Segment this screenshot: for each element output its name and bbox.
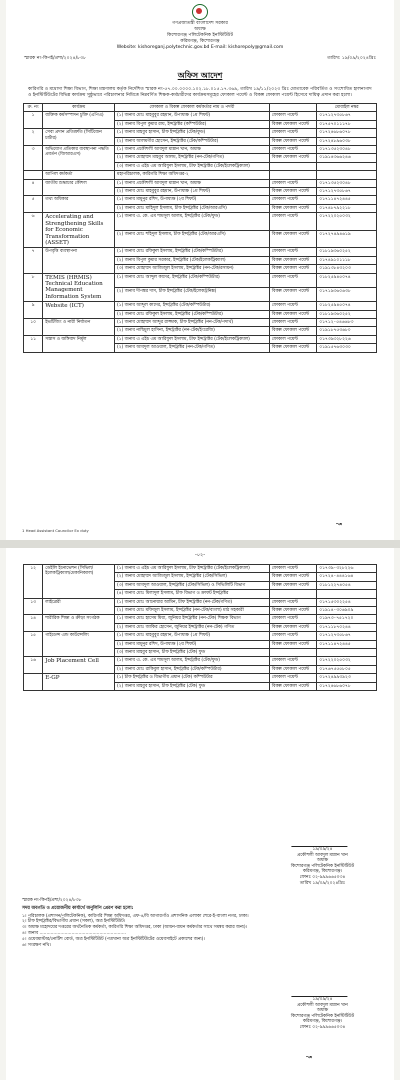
row-mobile: ০১৯১৩৮৪৩২০৩	[317, 265, 377, 273]
table-row	[24, 146, 377, 154]
row-officer: (২) জনাব মোঃ মাহবুবুর রহমান, উপাধ্যক্ষ (১ম শিফট)	[115, 188, 270, 196]
row-mobile: ০১৭২৪৮৯৬০৩৮	[317, 137, 377, 145]
table-row	[24, 318, 377, 326]
table-row	[24, 598, 377, 606]
row-activity: E-GP	[43, 674, 115, 691]
row-serial: ৯	[24, 302, 43, 319]
signature-designation: অধ্যক্ষ	[316, 858, 328, 864]
row-activity: জাতীয় শুদ্ধাচার কৌশল	[43, 179, 115, 196]
row-activity: অভিযোগ প্রতিকার ব্যবস্থাপনা পদ্ধতি প্রবর্তন (জিআরএস)	[43, 146, 115, 171]
row-role: বিকল্প ফোকাল পয়েন্ট	[269, 120, 317, 128]
row-officer: (২) জনাব মোঃ মফিজুল ইসলাম, ইন্সট্রাক্টর (নন-টেক/বাংলা) মাঠ সহকারী	[115, 607, 270, 615]
row-role: ফোকাল পয়েন্ট	[269, 273, 317, 287]
row-officer: (১) জনাব প্রকৌশলী আবদুল মান্নান খান, অধ্যক্ষ	[115, 179, 270, 187]
row-activity: ইভটিজিং ও নারী নির্যাতন	[43, 318, 115, 335]
signature-date: তারিখ ১৯/০৯/২০২৪খ্রিঃ	[299, 880, 346, 886]
row-officer: (২) জনাব মোঃ রফিকুল ইসলাম, ইন্সট্রাক্টর (টেক/কম্পিউটার)	[115, 310, 270, 318]
row-role: ফোকাল পয়েন্ট	[269, 179, 317, 187]
row-officer: (৩) জনাব মাহবুব হাসান, চীফ ইন্সট্রাক্টর (টেক) ফুড	[115, 649, 270, 657]
memo-date: তারিখ: ১৯/০৯/২০২৪খ্রিঃ	[327, 56, 376, 61]
row-serial: ১	[24, 112, 43, 129]
row-officer: (২) জনাব মোহাম্মদ আজিজুল ইসলাম, ইন্সট্রাক্টর (টেক/সিভিল)	[115, 573, 270, 581]
row-mobile: ০১৭১২৭৩৫৮৬৭	[317, 112, 377, 120]
row-role: বিকল্প ফোকাল পয়েন্ট	[269, 607, 317, 615]
row-role: বিকল্প ফোকাল পয়েন্ট	[269, 265, 317, 273]
row-role	[269, 171, 317, 179]
memo-number: স্মারক নং-কিপই/প্রশা/২০২৪/৮৩৮	[24, 56, 87, 61]
letterhead-line-4: করিমগঞ্জ, কিশোরগঞ্জ	[180, 39, 220, 44]
row-mobile: ০১৭১১৮৭০২৪৪	[317, 623, 377, 631]
row-activity: TEMIS (HRMIS) Technical Education Management Information System	[43, 273, 115, 302]
page-number: -০২-	[194, 552, 206, 558]
distribution-heading: সদয় অবগতি ও প্রয়োজনীয় কার্যার্থে অনুলিপি প্রেরণ করা হলো:	[22, 905, 134, 911]
row-mobile: ০১৭১৯৩৬০৬৩৮	[317, 287, 377, 301]
row-role: ফোকাল পয়েন্ট	[269, 146, 317, 154]
row-serial: ১৪	[24, 615, 43, 632]
distribution-list	[22, 898, 382, 948]
row-officer: (১) জনাব মোঃ আনোয়ার আমিন, চীফ ইন্সট্রাক্টর (নন-টেক/গণিত)	[115, 598, 270, 606]
row-role: বিকল্প ফোকাল পয়েন্ট	[269, 310, 317, 318]
row-role: ফোকাল পয়েন্ট	[269, 565, 317, 573]
row-mobile: ০১৯১৮৭৫৩৬৮০	[317, 327, 377, 335]
table-row	[24, 674, 377, 682]
row-officer: (৩) জনাব আবদুল আওয়াল, ইন্সট্রাক্টর (টেক/সিভিল) ও সিভিলিটি বিভাগ	[115, 581, 270, 589]
page-title: অফিস আদেশ	[177, 71, 223, 80]
row-role: ফোকাল পয়েন্ট	[269, 674, 317, 682]
signature-org: কিশোরগঞ্জ পলিটেকনিক ইনস্টিটিউট	[290, 1013, 354, 1019]
row-mobile: ০১৭২৪৯৯৩৯২৩	[317, 674, 377, 682]
row-role: বিকল্প ফোকাল পয়েন্ট	[269, 204, 317, 212]
row-mobile: ০১৭২৭৪৯৪৬১৯	[317, 230, 377, 248]
row-serial: ৫	[24, 196, 43, 213]
distribution-item: ৪। জনাব ..............................................................	[22, 930, 127, 936]
row-activity: তথ্য অধিকার	[43, 196, 115, 213]
row-officer: (১) জনাব এ এইচ এম আরিফুল ইসলাম, চীফ ইন্সট্রাক্টর (টেক/ইলেকট্রিক্যাল)	[115, 565, 270, 573]
row-mobile: ০১৮২৫৯৪৫০৭৪	[317, 302, 377, 310]
distribution-item: ৫। ওয়েবমাস্টার/নোটিশ বোর্ড, অত্র ইনস্টিটিউট (পত্রখানা অত্র ইনস্টিটিউটের ওয়েবসাইটে প্রকাশের জন্য)।	[22, 936, 205, 942]
row-role: ফোকাল পয়েন্ট	[269, 615, 317, 623]
letterhead-line-2: অধ্যক্ষ	[194, 27, 206, 32]
row-role: ফোকাল পয়েন্ট	[269, 196, 317, 204]
row-officer: (১) জনাব মাহবুব হাসান, চীফ ইন্সট্রাক্টর (টেক/ফুড)	[115, 129, 270, 137]
signature-designation: অধ্যক্ষ	[316, 1008, 328, 1014]
row-activity: লাইব্রেরী	[43, 598, 115, 615]
page-separator	[0, 540, 400, 548]
row-role: ফোকাল পয়েন্ট	[269, 213, 317, 231]
row-mobile: ০১৭৩৯৩২৮২২৬	[317, 335, 377, 343]
row-mobile	[317, 649, 377, 657]
signature-name: প্রকৌশলী আবদুল মান্নান খান	[297, 1002, 348, 1008]
table-row	[24, 248, 377, 256]
row-mobile: ০১৮১৯৩৬০২৫২	[317, 248, 377, 256]
intro-paragraph: কারিগরি ও মাদ্রাসা শিক্ষা বিভাগ, শিক্ষা মন্ত্রণালয় কর্তৃক নির্দেশিত স্মারক নং-৫৭.০০.০০০০.১০২.১৮.০১৫.১৭.৩৬৯, তারিখ ১৯/১১/২০২৩ খ্রিঃ মোতাবেক পরিবর্তিত ও সংশোধিত হালনাগাদ ও ইনস্টিটিউটের বিভিন্ন কার্যক্রম সুষ্ঠুভাবে পরিচালনার নিমিত্তে নিম্নবর্ণিত শিক্ষক-কর্মচারীদের কার্যক্রমসমূহের ফোকাল পয়েন্ট ও বিকল্প ফোকাল পয়েন্ট হিসেবে দায়িত্ব প্রদান করা হলো।	[28, 87, 372, 98]
table-row	[24, 632, 377, 640]
row-mobile: ০১৭১৩৫২৩০৪৮	[317, 146, 377, 154]
signature-place: করিমগঞ্জ, কিশোরগঞ্জ।	[302, 1019, 343, 1025]
row-mobile: ০১৭৬৭৫৫৫৮০৫	[317, 665, 377, 673]
row-role: ফোকাল পয়েন্ট	[269, 335, 317, 343]
row-role: বিকল্প ফোকাল পয়েন্ট	[269, 287, 317, 301]
row-activity: Website (ICT)	[43, 302, 115, 319]
signature-scribble	[292, 980, 354, 997]
row-role: বিকল্প ফোকাল পয়েন্ট	[269, 327, 317, 335]
row-serial: ৪	[24, 179, 43, 196]
row-mobile: ০১৯৭৩-৭৫১৭২০	[317, 615, 377, 623]
row-officer: (১) জনাব এ এইচ এম আরিফুল ইসলাম, চীফ ইন্সট্রাক্টর (টেক/ইলেকট্রিক্যাল)	[115, 335, 270, 343]
row-mobile	[317, 590, 377, 598]
row-role: বিকল্প ফোকাল পয়েন্ট	[269, 573, 317, 581]
row-activity: গাইডেন্স এন্ড কাউন্সেলিং	[43, 632, 115, 657]
row-role: বিকল্প ফোকাল পয়েন্ট	[269, 344, 317, 352]
focal-point-table-2	[23, 564, 377, 691]
row-officer: (২) জনাব বিপুল কুমার সরকার, ইন্সট্রাক্টর (টেক/ইলেকট্রিক্যাল)	[115, 256, 270, 264]
row-officer: (২) জনাব মোঃ মাহিদুল ইসলাম, চীফ ইন্সট্রাক্টর (টেক/আরএসি)	[115, 204, 270, 212]
table-row	[24, 657, 377, 665]
table-row	[24, 335, 377, 343]
signature-block-2	[291, 980, 354, 1031]
row-serial: ৭	[24, 248, 43, 273]
row-role: বিকল্প ফোকাল পয়েন্ট	[269, 230, 317, 248]
table-row	[24, 565, 377, 573]
row-role	[269, 649, 317, 657]
row-activity: শারীরিক শিক্ষা ও ক্রীড়া সংগঠক	[43, 615, 115, 632]
row-mobile: ০১৭৩৯-৩২৮২২৬	[317, 565, 377, 573]
table-row	[24, 179, 377, 187]
row-role: বিকল্প ফোকাল পয়েন্ট	[269, 640, 317, 648]
distribution-item: ৩। অধ্যক্ষ মহোদয়ের দপ্তরের অর্থনৈতিক কর্মকর্তা, কারিগরি শিক্ষা অধিদপ্তর, ঢাকা (আয়ন-ব্যয়ন কর্মকর্তার সাথে সমন্বয় করার জন্য)।	[22, 925, 248, 931]
row-officer: (১) জনাব এ. কে. এম শামসুল আলম, ইন্সট্রাক্টর (টেক/ফুড)	[115, 213, 270, 231]
letterhead-line-1: গণপ্রজাতন্ত্রী বাংলাদেশ সরকার	[172, 21, 228, 26]
row-officer: (১) জনাব মোহাম্মদ আব্দুর রাজ্জাক, চীফ ইন্সট্রাক্টর (নন-টেক/পদার্থ)	[115, 318, 270, 326]
row-mobile: ০১৯১৫৭৬৩০৩০	[317, 344, 377, 352]
row-officer: (২) জনাব আলমগীর হোসেন, ইন্সট্রাক্টর (টেক/কম্পিউটার)	[115, 137, 270, 145]
col-role	[269, 104, 317, 112]
row-officer: (২) জনাব মোহাম্মদ মাহবুব আলম, ইন্সট্রাক্টর (নন-টেক/গণিত)	[115, 154, 270, 162]
row-officer: (২) জনাব নাছিমুল হাসিনা, ইন্সট্রাক্টর (নন-টেক/ইংরেজি)	[115, 327, 270, 335]
table-row	[24, 615, 377, 623]
row-activity: Job Placement Cell	[43, 657, 115, 674]
row-officer: (১) জনাব মামুনুর রশিদ, উপাধ্যক্ষ (২য় শিফট)	[115, 196, 270, 204]
row-officer: (২) জনাব মামুনুর রশিদ, উপাধ্যক্ষ (২য় শিফট)	[115, 640, 270, 648]
row-role: ফোকাল পয়েন্ট	[269, 632, 317, 640]
table-row	[24, 273, 377, 287]
row-role: ফোকাল পয়েন্ট	[269, 302, 317, 310]
government-seal-icon	[192, 4, 208, 20]
row-mobile: ০১৭১২-৫৪৬৬৮৩	[317, 318, 377, 326]
row-mobile: ০১৭১৩৫২৩০৪৮	[317, 179, 377, 187]
footnote: 1 Head Assistant Councilor Ex duty	[22, 528, 89, 533]
distribution-item: ১। পরিচালক (প্রশাসন/পলিটেকনিক), কারিগরি শিক্ষা অধিদপ্তর, এফ-৪/বি আগারগাঁও প্রশাসনিক এলাকা শেরে-ই-বাংলা নগর, ঢাকা।	[22, 913, 249, 919]
row-officer: (১) জনাব মোঃ মাহবুবুর রহমান, উপাধ্যক্ষ (১ম শিফট)	[115, 632, 270, 640]
table-header-row	[24, 104, 377, 112]
row-serial: ১৩	[24, 598, 43, 615]
row-officer: (১) জনাব মোঃ মাহবুবুর রহমান, উপাধ্যক্ষ (১ম শিফট)	[115, 112, 270, 120]
signature-phone: ফোনঃ ০২-৯৯৯৬৬৫০৩৪	[299, 1024, 346, 1030]
row-officer: (১) চীফ ইন্সট্রাক্টর ও বিভাগীয় প্রধান (টেক) কম্পিউটার	[115, 674, 270, 682]
row-mobile: ০১৭২২০২৫০৩২	[317, 213, 377, 231]
row-role: বিকল্প ফোকাল পয়েন্ট	[269, 154, 317, 162]
row-activity: সন্ত্রাস ও জঙ্গিবাদ নির্মূল	[43, 335, 115, 352]
row-role: বিকল্প ফোকাল পয়েন্ট	[269, 188, 317, 196]
row-activity: আপিল কর্মকর্তা	[43, 171, 115, 179]
row-role: বিকল্প ফোকাল পয়েন্ট	[269, 682, 317, 690]
row-activity: Accelerating and Strengthening Skills for Economic Transformation (ASSET)	[43, 213, 115, 248]
row-officer: (২) জনাব মোঃ রাকিবুল হাসান, ইন্সট্রাক্টর (টেক/কম্পিউটার)	[115, 665, 270, 673]
row-activity: ডেইলি ইনোভেশন (সিভিল/ইলেকট্রিক্যাল/মেকানিক্যাল)	[43, 565, 115, 599]
page-1	[6, 0, 394, 540]
row-mobile: ০১৭১১৪৭২৪৪৫	[317, 196, 377, 204]
initial-mark: ↝	[336, 520, 342, 528]
row-officer: (২) জনাব মোঃ শহিদুল ইসলাম, চীফ ইন্সট্রাক্টর (টেক/আরএসি)	[115, 230, 270, 248]
row-serial: ১০	[24, 318, 43, 335]
initial-mark: ↝	[306, 1053, 312, 1061]
signature-org: কিশোরগঞ্জ পলিটেকনিক ইনস্টিটিউট	[290, 863, 354, 869]
row-role: বিকল্প ফোকাল পয়েন্ট	[269, 665, 317, 673]
row-officer: (৪) জনাব মোঃ মিলাদুল ইসলাম, চীফ বিভাগ ও ক্রাফট ইন্সট্রাক্টর	[115, 590, 270, 598]
col-officer: ফোকাল ও বিকল্প ফোকাল কর্মকর্তার নাম ও পদবী	[115, 104, 270, 112]
row-activity: ব্যক্তিক কর্মসম্পাদন চুক্তি (এপিএ)	[43, 112, 115, 129]
row-officer: (১) জনাব এ. কে. এম শামসুল আলম, ইন্সট্রাক্টর (টেক/ফুড)	[115, 657, 270, 665]
signature-mark: ১৯/০৯/২৪	[312, 997, 333, 1002]
distribution-item: ২। চীফ ইন্সট্রাক্টর/বিভাগীয় প্রধান (সকল), অত্র ইনস্টিটিউট।	[22, 919, 126, 925]
row-activity: সেবা প্রদান প্রতিশ্রুতি (সিটিজেন চার্টার)	[43, 129, 115, 146]
row-mobile	[317, 162, 377, 170]
row-serial: ৩	[24, 146, 43, 171]
row-activity: উপবৃত্তি ব্যবস্থাপনা	[43, 248, 115, 273]
row-mobile: ০১৮১২২৭৪০৫৪	[317, 581, 377, 589]
row-serial: ১৫	[24, 632, 43, 657]
row-serial	[24, 171, 43, 179]
row-mobile: ০১৯১৪৩৬৬২৪৬	[317, 154, 377, 162]
memo-meta	[6, 51, 394, 62]
row-officer: (১) জনাব মোঃ হাসেম মিয়া, জুনিয়র ইন্সট্রাক্টর (নন-টেক) শিক্ষক বিভাগ	[115, 615, 270, 623]
row-role: ফোকাল পয়েন্ট	[269, 318, 317, 326]
row-officer: (২) জনাব মাহবুব হাসান, চীফ ইন্সট্রাক্টর (টেক) ফুড	[115, 682, 270, 690]
signature-name: প্রকৌশলী আবদুল মান্নান খান	[297, 852, 348, 858]
row-role: বিকল্প ফোকাল পয়েন্ট	[269, 256, 317, 264]
row-officer: (৩) জনাব এ এইচ এম আরিফুল ইসলাম, চীফ ইন্সট্রাক্টর (টেক/ইলেকট্রিক্যাল)	[115, 162, 270, 170]
row-mobile: ০১৮২৫৯৪৫০৭৪	[317, 273, 377, 287]
row-serial: ৬	[24, 213, 43, 248]
row-role	[269, 162, 317, 170]
row-role: ফোকাল পয়েন্ট	[269, 129, 317, 137]
row-officer: (১) জনাব প্রকৌশলী আবদুল মান্নান খান, অধ্যক্ষ	[115, 146, 270, 154]
table-row	[24, 196, 377, 204]
row-serial: ২	[24, 129, 43, 146]
row-mobile: ০১৯১৪-৩০৬৯০৯	[317, 607, 377, 615]
row-officer: (২) জনাব আবদুল আওয়াল, ইন্সট্রাক্টর (নন-টেক/গণিত)	[115, 344, 270, 352]
row-mobile: ০১৭২২০২৫০৩২	[317, 657, 377, 665]
signature-mark: ১৯/০৯/২৪	[312, 847, 333, 852]
row-role: ফোকাল পয়েন্ট	[269, 112, 317, 120]
row-role: ফোকাল পয়েন্ট	[269, 657, 317, 665]
row-role: বিকল্প ফোকাল পয়েন্ট	[269, 137, 317, 145]
row-officer: (২) জনাব দীপঙ্কর দাস, চীফ ইন্সট্রাক্টর (টেক/ইলেকট্রনিক্স)	[115, 287, 270, 301]
row-mobile: ০১৭৪৯১০১১১৮	[317, 256, 377, 264]
table-row	[24, 112, 377, 120]
distribution-item: ৬। সংরক্ষণ নথি।	[22, 942, 51, 948]
row-officer: (২) জনাব বিপুল কুমার রায়, ইন্সট্রাক্টর (কম্পিউটার)	[115, 120, 270, 128]
table-row	[24, 302, 377, 310]
signature-place: করিমগঞ্জ, কিশোরগঞ্জ।	[302, 869, 343, 875]
row-serial: ১১	[24, 335, 43, 352]
row-serial	[24, 674, 43, 691]
focal-point-table-1	[23, 103, 377, 353]
letterhead-line-3: কিশোরগঞ্জ পলিটেকনিক ইনস্টিটিউট	[166, 33, 233, 38]
col-mobile: মোবাইল নম্বর	[317, 104, 377, 112]
table-row	[24, 213, 377, 231]
signature-phone: ফোনঃ ০২-৯৯৯৬৬৫০৩৪	[299, 874, 346, 880]
signature-scribble	[292, 830, 354, 847]
col-serial: ক্র. নং	[24, 104, 43, 112]
row-role: বিকল্প ফোকাল পয়েন্ট	[269, 581, 317, 589]
row-mobile: ০১৭৪৮৭৯২২১৮	[317, 204, 377, 212]
row-mobile: ০১৭২৪৬৮৬০৭৮	[317, 682, 377, 690]
row-mobile: ০১৭৫৭০১১১৭৮	[317, 120, 377, 128]
row-officer: মহাপরিচালক, কারিগরি শিক্ষা অধিদপ্তর-২	[115, 171, 270, 179]
row-mobile: ০১৭১১৪৭২৪৪৫	[317, 640, 377, 648]
table-row	[24, 129, 377, 137]
row-officer: (১) জনাব মোঃ রফিকুল ইসলাম, ইন্সট্রাক্টর (টেক/কম্পিউটার)	[115, 248, 270, 256]
signature-block	[291, 830, 354, 886]
row-role	[269, 590, 317, 598]
row-mobile: ০১৮১৯৩৬০২৫২	[317, 310, 377, 318]
row-officer: (৩) জনাব মোহাম্মদ আজিজুল ইসলাম, ইন্সট্রাক্টর (নন-টেক/রসায়ন)	[115, 265, 270, 273]
row-officer: (১) জনাব আব্দুল কাদের, ইন্সট্রাক্টর (টেক/কম্পিউটার)	[115, 302, 270, 310]
col-activity: কার্যক্রম	[43, 104, 115, 112]
row-role: ফোকাল পয়েন্ট	[269, 248, 317, 256]
distribution-memo: স্মারক নং-কিপই/প্রশা/২০২৪/৮৩৮	[22, 898, 82, 903]
row-mobile: ০১৭১৫৩০২২৫৪	[317, 598, 377, 606]
row-serial: ৮	[24, 273, 43, 302]
row-role: ফোকাল পয়েন্ট	[269, 598, 317, 606]
row-mobile: ০১৭১২৭৩৫৮৬৭	[317, 632, 377, 640]
letterhead	[6, 0, 394, 51]
row-serial: ১২	[24, 565, 43, 599]
row-role: বিকল্প ফোকাল পয়েন্ট	[269, 623, 317, 631]
row-serial: ১৬	[24, 657, 43, 674]
table-row	[24, 171, 377, 179]
page-2	[6, 548, 394, 1080]
row-mobile: ০১৭১২৭৩৫৮৬৭	[317, 188, 377, 196]
row-mobile	[317, 171, 377, 179]
row-mobile: ০১৭২৪-৪৪৪১৬৪	[317, 573, 377, 581]
row-officer: (২) জনাব মোঃ জাকির হোসেন, জুনিয়র ইন্সট্রাক্টর (নন-টেক) গণিত	[115, 623, 270, 631]
row-mobile: ০১৭২৪৬৮৬০৭৮	[317, 129, 377, 137]
row-officer: (১) জনাব মোঃ আব্দুল কাদের, ইন্সট্রাক্টর (টেক/কম্পিউটার)	[115, 273, 270, 287]
letterhead-contact: Website: kishoreganj.polytechnic.gov.bd E-mail: kishorepoly@gmail.com	[116, 45, 284, 50]
